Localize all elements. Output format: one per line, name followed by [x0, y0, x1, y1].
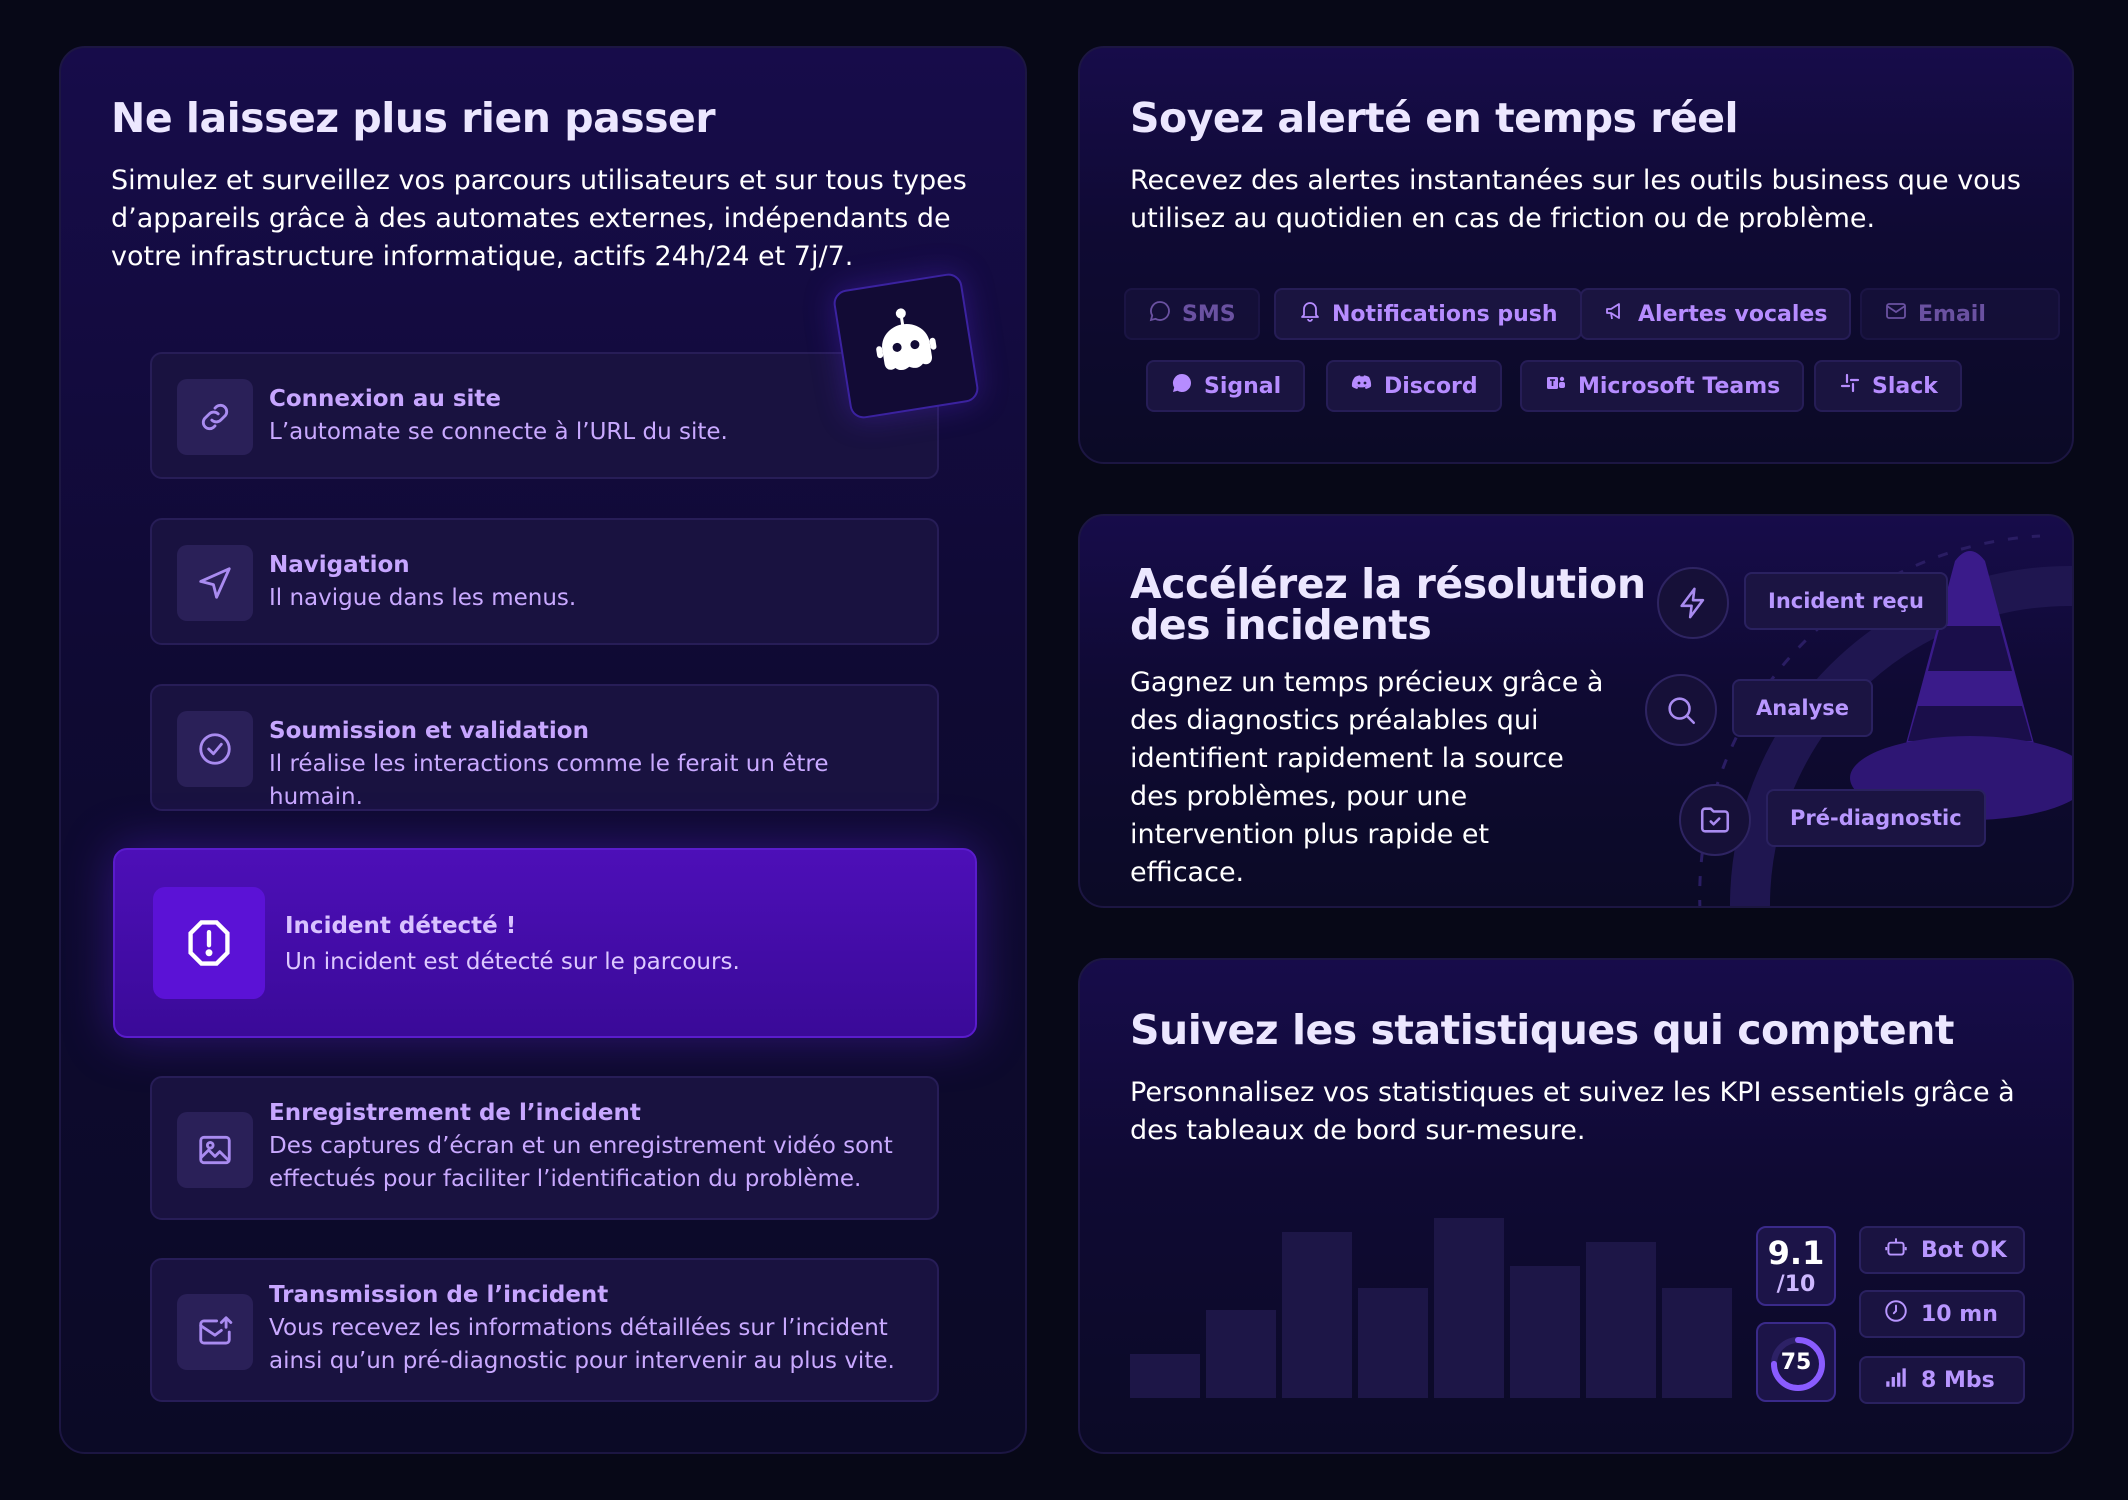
flow-step-received: Incident reçu: [1744, 572, 1948, 630]
step-transmission: [150, 1258, 939, 1402]
chart-bar: [1282, 1232, 1352, 1398]
resolution-title: [1130, 560, 1646, 649]
step-submission: [150, 684, 939, 811]
signal-icon: [1170, 371, 1194, 401]
alerts-description: Recevez des alertes instantanées sur les outils business que vous utilisez au quotidien en cas de friction ou de problème.: [1130, 165, 2021, 234]
search-icon: [1645, 674, 1717, 746]
channel-label: Alertes vocales: [1638, 301, 1828, 327]
channel-label: SMS: [1182, 301, 1236, 327]
kpi-label: 8 Mbs: [1921, 1367, 1995, 1393]
alerts-card: [1078, 46, 2074, 464]
channel-email[interactable]: [1860, 288, 2060, 340]
step-text: Il réalise les interactions comme le ferait un être humain.: [269, 751, 829, 810]
channel-signal[interactable]: [1146, 360, 1305, 412]
step-text: Il navigue dans les menus.: [269, 585, 577, 611]
step-text: Des captures d’écran et un enregistrement vidéo sont effectués pour faciliter l’identification du problème.: [269, 1133, 893, 1192]
step-title: Incident détecté !: [285, 913, 517, 939]
chart-bar: [1130, 1354, 1200, 1398]
flow-step-analysis: Analyse: [1732, 679, 1873, 737]
channel-teams[interactable]: [1520, 360, 1804, 412]
stats-description: Personnalisez vos statistiques et suivez les KPI essentiels grâce à des tableaux de bord sur-mesure.: [1130, 1077, 2015, 1146]
chart-bar: [1510, 1266, 1580, 1398]
link-icon: [177, 379, 253, 455]
channel-label: Slack: [1872, 373, 1938, 399]
alert-circle-icon: [153, 887, 265, 999]
step-title: Enregistrement de l’incident: [269, 1100, 641, 1126]
step-incident-detected: [113, 848, 977, 1038]
step-site-connection: [150, 352, 939, 479]
channel-discord[interactable]: [1326, 360, 1502, 412]
channel-slack[interactable]: [1814, 360, 1962, 412]
robot-icon: [832, 272, 981, 421]
folder-check-icon: [1679, 784, 1751, 856]
kpi-bandwidth: [1859, 1356, 2025, 1404]
chart-bar: [1662, 1288, 1732, 1398]
kpi-bot-status: [1859, 1226, 2025, 1274]
bell-icon: [1298, 299, 1322, 329]
check-circle-icon: [177, 711, 253, 787]
bars-signal-icon: [1883, 1364, 1909, 1396]
resolution-title-line1: Accélérez la résolution: [1130, 560, 1646, 608]
score-scale: /10: [1776, 1272, 1816, 1297]
step-title: Soumission et validation: [269, 718, 589, 744]
alerts-title: Soyez alerté en temps réel: [1130, 94, 1739, 142]
envelope-icon: [1884, 299, 1908, 329]
chart-bar: [1586, 1242, 1656, 1398]
step-title: Transmission de l’incident: [269, 1282, 609, 1308]
megaphone-icon: [1604, 299, 1628, 329]
gauge-badge: [1756, 1322, 1836, 1402]
gauge-value: 75: [1780, 1350, 1812, 1375]
clock-icon: [1883, 1298, 1909, 1330]
channel-push[interactable]: [1274, 288, 1582, 340]
step-navigation: [150, 518, 939, 645]
chart-bar: [1206, 1310, 1276, 1398]
chat-bubble-icon: [1148, 299, 1172, 329]
step-recording: [150, 1076, 939, 1220]
lightning-icon: [1657, 567, 1729, 639]
bot-icon: [1883, 1234, 1909, 1266]
step-text: Vous recevez les informations détaillées sur l’incident ainsi qu’un pré-diagnostic pour intervenir au plus vite.: [269, 1315, 895, 1374]
stats-title: Suivez les statistiques qui comptent: [1130, 1006, 1954, 1054]
channel-label: Discord: [1384, 373, 1478, 399]
monitoring-description: Simulez et surveillez vos parcours utilisateurs et sur tous types d’appareils grâce à des automates externes, indépendants de votre infrastructure informatique, actifs 24h/24 et 7j/7.: [111, 165, 967, 272]
step-text: Un incident est détecté sur le parcours.: [285, 949, 740, 975]
resolution-title-line2: des incidents: [1130, 601, 1432, 649]
stats-card: [1078, 958, 2074, 1454]
chart-bar: [1358, 1288, 1428, 1398]
teams-icon: [1544, 371, 1568, 401]
kpi-duration: [1859, 1290, 2025, 1338]
kpi-label: Bot OK: [1921, 1237, 2007, 1263]
flow-step-prediagnosis: Pré-diagnostic: [1766, 789, 1986, 847]
step-text: L’automate se connecte à l’URL du site.: [269, 419, 728, 445]
navigation-arrow-icon: [177, 545, 253, 621]
channel-label: Notifications push: [1332, 301, 1558, 327]
channel-label: Email: [1918, 301, 1986, 327]
channel-label: Microsoft Teams: [1578, 373, 1781, 399]
resolution-card: [1078, 514, 2074, 908]
monitoring-title: Ne laissez plus rien passer: [111, 94, 716, 142]
score-value: 9.1: [1767, 1234, 1825, 1272]
step-title: Navigation: [269, 552, 410, 578]
chart-bar: [1434, 1218, 1504, 1398]
score-badge: [1756, 1226, 1836, 1306]
channel-sms[interactable]: [1124, 288, 1260, 340]
slack-icon: [1838, 371, 1862, 401]
discord-icon: [1350, 371, 1374, 401]
channel-label: Signal: [1204, 373, 1282, 399]
kpi-label: 10 mn: [1921, 1301, 1998, 1327]
channel-voice[interactable]: [1580, 288, 1851, 340]
mail-send-icon: [177, 1294, 253, 1370]
monitoring-card: [59, 46, 1027, 1454]
resolution-description: Gagnez un temps précieux grâce à des diagnostics préalables qui identifient rapidement la source des problèmes, pour une intervention plus rapide et efficace.: [1130, 667, 1604, 888]
image-icon: [177, 1112, 253, 1188]
step-title: Connexion au site: [269, 386, 501, 412]
